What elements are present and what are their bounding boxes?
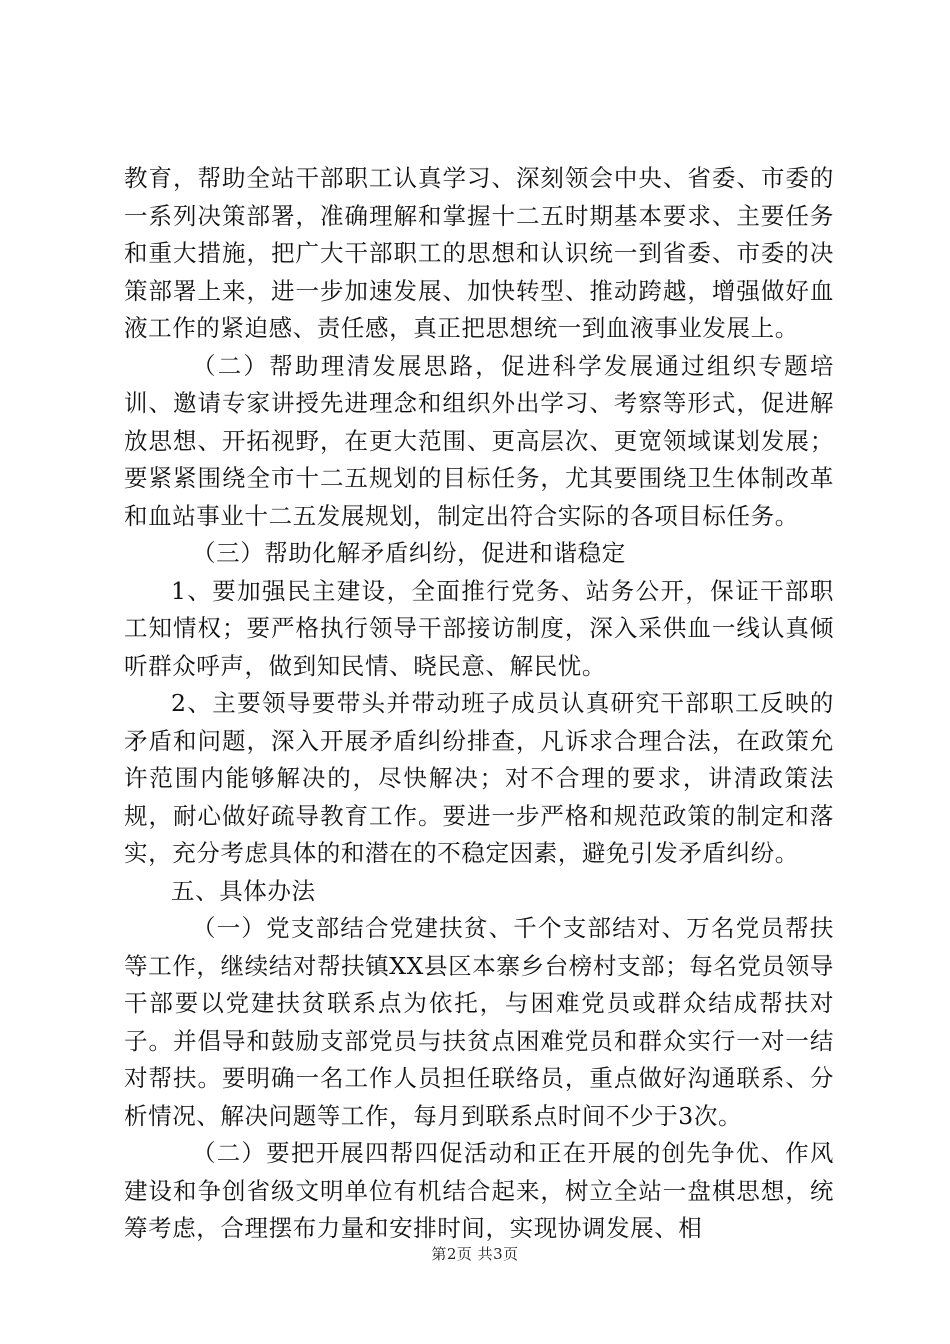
paragraph-heading-conflicts: （三）帮助化解矛盾纠纷，促进和谐稳定 xyxy=(192,539,626,567)
paragraph-method-1: （一）党支部结合党建扶贫、千个支部结对、万名党员帮扶等工作，继续结对帮扶镇XX县区本寨乡台榜村支部；每名党员领导干部要以党建扶贫联系点为依托，与困难党员或群众结成帮扶对子。并倡导和鼓励支部党员与扶贫点困难党员和群众实行一对一结对帮扶。要明确一名工作人员担任联络员，重点做好沟通联系、分析情况、解决问题等工作，每月到联系点时间不少于3次。 xyxy=(124,914,834,1130)
page-number: 第2页 共3页 xyxy=(431,1245,519,1263)
paragraph-item-2: 2、主要领导要带头并带动班子成员认真研究干部职工反映的矛盾和问题，深入开展矛盾纠纷排查，凡诉求合理合法，在政策允许范围内能够解决的，尽快解决；对不合理的要求，讲清政策法规，耐心做好疏导教育工作。要进一步严格和规范政策的制定和落实，充分考虑具体的和潜在的不稳定因素，避免引发矛盾纠纷。 xyxy=(124,689,834,867)
paragraph-method-2: （二）要把开展四帮四促活动和正在开展的创先争优、作风建设和争创省级文明单位有机结合起来，树立全站一盘棋思想，统筹考虑，合理摆布力量和安排时间，实现协调发展、相 xyxy=(124,1139,834,1242)
paragraph-education: 教育，帮助全站干部职工认真学习、深刻领会中央、省委、市委的一系列决策部署，准确理解和掌握十二五时期基本要求、主要任务和重大措施，把广大干部职工的思想和认识统一到省委、市委的决策部署上来，进一步加速发展、加快转型、推动跨越，增强做好血液工作的紧迫感、责任感，真正把思想统一到血液事业发展上。 xyxy=(124,164,834,342)
document-body xyxy=(124,160,834,1248)
paragraph-development-ideas: （二）帮助理清发展思路，促进科学发展通过组织专题培训、邀请专家讲授先进理念和组织外出学习、考察等形式，促进解放思想、开拓视野，在更大范围、更高层次、更宽领域谋划发展；要紧紧围绕全市十二五规划的目标任务，尤其要围绕卫生体制改革和血站事业十二五发展规划，制定出符合实际的各项目标任务。 xyxy=(124,351,834,530)
paragraph-item-1: 1、要加强民主建设，全面推行党务、站务公开，保证干部职工知情权；要严格执行领导干部接访制度，深入采供血一线认真倾听群众呼声，做到知民情、晓民意、解民忧。 xyxy=(124,576,834,680)
section-heading-methods: 五、具体办法 xyxy=(171,876,316,905)
